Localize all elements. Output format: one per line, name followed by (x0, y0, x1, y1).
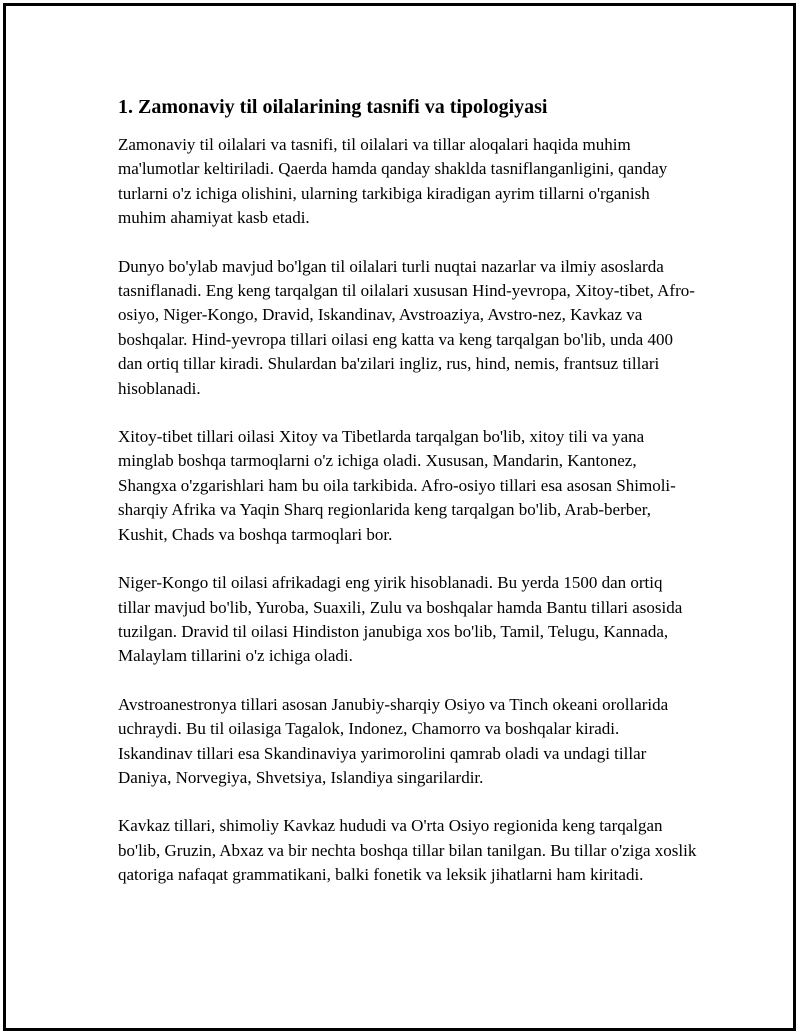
paragraph-3: Xitoy-tibet tillari oilasi Xitoy va Tibetlarda tarqalgan bo'lib, xitoy tili va yana minglab boshqa tarmoqlarni o'z ichiga oladi. Xususan, Mandarin, Kantonez, Shangxa o'zgarishlari ham bu oila tarkibida. Afro-osiyo tillari esa asosan Shimoli-sharqiy Afrika va Yaqin Sharq regionlarida keng tarqalgan bo'lib, Arab-berber, Kushit, Chads va boshqa tarmoqlari bor. (118, 427, 676, 544)
paragraph-4: Niger-Kongo til oilasi afrikadagi eng yirik hisoblanadi. Bu yerda 1500 dan ortiq tillar mavjud bo'lib, Yuroba, Suaxili, Zulu va boshqalar hamda Bantu tillari asosida tuzilgan. Dravid til oilasi Hindiston janubiga xos bo'lib, Tamil, Telugu, Kannada, Malaylam tillarini o'z ichiga oladi. (118, 573, 683, 666)
document-body (118, 95, 698, 912)
paragraph-1: Zamonaviy til oilalari va tasnifi, til oilalari va tillar aloqalari haqida muhim ma'lumotlar keltiriladi. Qaerda hamda qanday shaklda tasniflanganligini, qanday turlarni o'z ichiga olishini, ularning tarkibiga kiradigan ayrim tillarni o'rganish muhim ahamiyat kasb etadi. (118, 135, 668, 228)
paragraph-2: Dunyo bo'ylab mavjud bo'lgan til oilalari turli nuqtai nazarlar va ilmiy asoslarda tasniflanadi. Eng keng tarqalgan til oilalari xususan Hind-yevropa, Xitoy-tibet, Afro-osiyo, Niger-Kongo, Dravid, Iskandinav, Avstroaziya, Avstro-nez, Kavkaz va boshqalar. Hind-yevropa tillari oilasi eng katta va keng tarqalgan bo'lib, unda 400 dan ortiq tillar kiradi. Shulardan ba'zilari ingliz, rus, hind, nemis, frantsuz tillari hisoblanadi. (118, 256, 695, 398)
paragraph-5: Avstroanestronya tillari asosan Janubiy-sharqiy Osiyo va Tinch okeani orollarida uchraydi. Bu til oilasiga Tagalok, Indonez, Chamorro va boshqalar kiradi. Iskandinav tillari esa Skandinaviya yarimorolini qamrab oladi va undagi tillar Daniya, Norvegiya, Shvetsiya, Islandiya singarilardir. (118, 694, 669, 787)
section-heading: 1. Zamonaviy til oilalarining tasnifi va tipologiyasi (118, 96, 548, 118)
paragraph-6: Kavkaz tillari, shimoliy Kavkaz hududi va O'rta Osiyo regionida keng tarqalgan bo'lib, Gruzin, Abxaz va bir nechta boshqa tillar bilan tanilgan. Bu tillar o'ziga xoslik qatoriga nafaqat grammatikani, balki fonetik va leksik jihatlarni ham kiritadi. (118, 816, 697, 885)
